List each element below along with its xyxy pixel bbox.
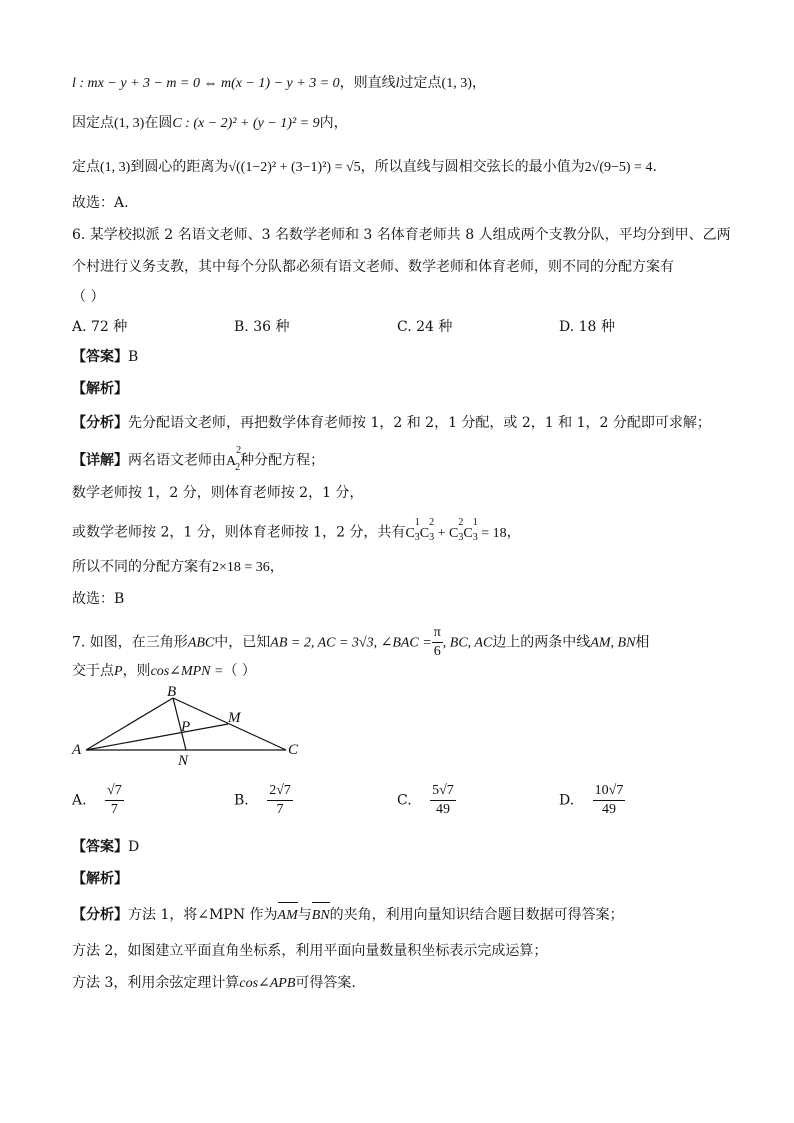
- label-p: P: [181, 719, 191, 735]
- q6-option-b: B. 36 种: [234, 319, 290, 335]
- q6-xiangjie-1: 【详解】两名语文老师由$A^2_2$种分配方程；: [72, 445, 325, 474]
- line-equation: l : mx − y + 3 − m = 0 ⇔ m(x − 1) − y + 3 = 0: [72, 76, 340, 91]
- distance-expression: √((1−2)² + (3−1)²) = √5: [228, 160, 361, 175]
- q7-fenxi-1: 【分析】方法 1，将∠MPN 作为AM与BN的夹角，利用向量知识结合题目数据可得答案；: [72, 904, 734, 927]
- q7-stem-line-2: 交于点P，则cos∠MPN =（ ）: [72, 663, 256, 679]
- q6-fenxi: 【分析】先分配语文老师，再把数学体育老师按 1，2 和 2，1 分配，或 2，1 和 1，2 分配即可求解；: [72, 415, 711, 431]
- solution-line-3: 定点(1, 3)到圆心的距离为√((1−2)² + (3−1)²) = √5，所以直线与圆相交弦长的最小值为2√(9−5) = 4.: [72, 159, 657, 175]
- arrangement-a22: $A^2_2$: [226, 445, 242, 474]
- q7-answer: 【答案】D: [72, 839, 140, 855]
- vector-bn: BN: [312, 905, 330, 927]
- q6-xiangjie-3: 或数学老师按 2，1 分，则体育老师按 1，2 分，共有$C^1_3C^2_3 + C^2_3C^1_3 = 18$，: [72, 517, 521, 544]
- solution-line-2: 因定点(1, 3)在圆C : (x − 2)² + (y − 1)² = 9内，: [72, 115, 348, 131]
- q7-option-d: D. $\frac{10√7}{49}$: [559, 783, 624, 817]
- solution-line-1: l : mx − y + 3 − m = 0 ⇔ m(x − 1) − y + 3 = 0，则直线l过定点(1, 3)，: [72, 75, 486, 91]
- q7-option-a: A. $\frac{√7}{7}$: [72, 783, 122, 817]
- q6-option-a: A. 72 种: [72, 319, 128, 335]
- q7-option-c: C. $\frac{5√7}{49}$: [397, 783, 454, 817]
- label-c: C: [288, 742, 299, 758]
- q6-xiangjie-4: 所以不同的分配方案有2×18 = 36，: [72, 559, 284, 575]
- q7-fenxi-2: 方法 2，如图建立平面直角坐标系，利用平面向量数量积坐标表示完成运算；: [72, 943, 548, 959]
- q6-stem-line-2: 个村进行义务支教，其中每个分队都必须有语文老师、数学老师和体育老师，则不同的分配方案有: [72, 259, 674, 275]
- solution-choose-a: 故选：A.: [72, 195, 129, 211]
- triangle-figure: [70, 684, 310, 768]
- q7-analysis-tag: 【解析】: [72, 871, 128, 887]
- q7-fenxi-3: 方法 3，利用余弦定理计算cos∠APB可得答案.: [72, 975, 356, 991]
- chord-expression: 2√(9−5) = 4: [584, 160, 653, 175]
- q6-paren: （ ）: [72, 289, 105, 305]
- circle-equation: C : (x − 2)² + (y − 1)² = 9: [172, 116, 320, 131]
- label-a: A: [72, 742, 82, 758]
- q7-option-b: B. $\frac{2√7}{7}$: [234, 783, 291, 817]
- q6-answer: 【答案】B: [72, 349, 139, 365]
- label-b: B: [167, 684, 177, 700]
- q6-option-c: C. 24 种: [397, 319, 453, 335]
- q6-xiangjie-2: 数学老师按 1，2 分，则体育老师按 2，1 分，: [72, 485, 364, 501]
- pi-over-6: $\frac{\pi}{6}$: [433, 625, 441, 659]
- q6-stem-line-1: 6. 某学校拟派 2 名语文老师、3 名数学老师和 3 名体育老师共 8 人组成两个支教分队，平均分到甲、乙两: [72, 227, 731, 243]
- label-n: N: [178, 753, 189, 768]
- q6-option-d: D. 18 种: [559, 319, 615, 335]
- combination-expression: $C^1_3C^2_3 + C^2_3C^1_3 = 18$: [405, 517, 507, 544]
- q6-choose: 故选：B: [72, 591, 125, 607]
- label-m: M: [228, 710, 241, 726]
- q6-analysis-tag: 【解析】: [72, 381, 128, 397]
- vector-am: AM: [278, 905, 298, 927]
- q7-stem-line-1: 7. 如图，在三角形ABC中，已知AB = 2, AC = 3√3, ∠BAC = $\frac{\pi}{6}$ , BC, AC边上的两条中线AM, BN相: [72, 625, 650, 659]
